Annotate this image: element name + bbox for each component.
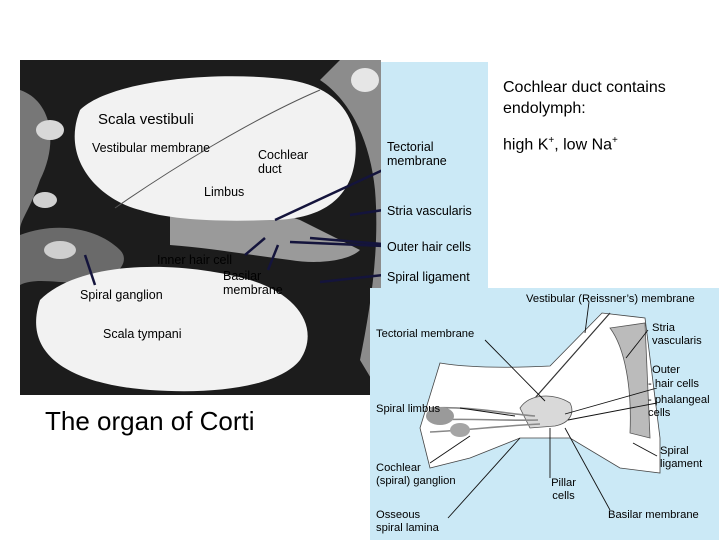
label-basilar-membrane: Basilar membrane xyxy=(223,269,283,297)
ion-na-text: , low Na xyxy=(554,136,613,154)
schem-label-cochlear-ganglion: Cochlear (spiral) ganglion xyxy=(376,462,456,487)
page-caption: The organ of Corti xyxy=(45,406,255,436)
label-scala-vestibuli: Scala vestibuli xyxy=(98,111,194,128)
schem-label-stria-vascularis: Stria vascularis xyxy=(652,322,702,347)
schem-label-osseous-spiral-lamina: Osseous spiral lamina xyxy=(376,509,439,534)
ion-k-text: high K xyxy=(503,136,549,154)
schem-label-phalangeal-cells: - phalangeal cells xyxy=(648,394,710,419)
label-spiral-ligament: Spiral ligament xyxy=(387,270,470,284)
label-cochlear-duct: Cochlear duct xyxy=(258,148,309,176)
ganglion-blob xyxy=(450,423,470,437)
label-vestibular-membrane: Vestibular membrane xyxy=(92,141,211,155)
tissue-spot xyxy=(44,241,76,259)
ion-k-charge: + xyxy=(548,135,555,146)
label-stria-vascularis: Stria vascularis xyxy=(387,204,472,218)
schem-label-spiral-ligament: Spiral ligament xyxy=(660,445,703,470)
label-spiral-ganglion: Spiral ganglion xyxy=(80,288,163,302)
schem-label-basilar-membrane: Basilar membrane xyxy=(608,509,699,521)
label-scala-tympani: Scala tympani xyxy=(103,327,182,341)
endolymph-note: Cochlear duct contains endolymph: xyxy=(503,79,666,117)
tissue-spot xyxy=(33,192,57,208)
schem-label-tectorial-membrane: Tectorial membrane xyxy=(376,328,475,340)
label-outer-hair-cells: Outer hair cells xyxy=(387,240,472,254)
label-inner-hair-cell: Inner hair cell xyxy=(157,253,233,267)
cochlea-micrograph xyxy=(20,60,381,395)
schem-label-outer: Outer xyxy=(652,364,680,376)
ion-na-charge: + xyxy=(612,135,618,146)
schem-label-hair-cells: - hair cells xyxy=(648,378,699,390)
label-tectorial-membrane: Tectorial membrane xyxy=(387,140,447,168)
schem-label-pillar-cells: Pillar cells xyxy=(551,477,576,502)
tissue-spot xyxy=(36,120,64,140)
schem-label-spiral-limbus: Spiral limbus xyxy=(376,403,441,415)
ion-concentration-note xyxy=(503,131,618,155)
tissue-spot xyxy=(351,68,379,92)
schem-label-vestibular-membrane: Vestibular (Reissner’s) membrane xyxy=(526,293,695,305)
micrograph-label-panel xyxy=(381,62,488,290)
label-limbus: Limbus xyxy=(204,185,245,199)
organ-of-corti-shape xyxy=(520,396,572,428)
